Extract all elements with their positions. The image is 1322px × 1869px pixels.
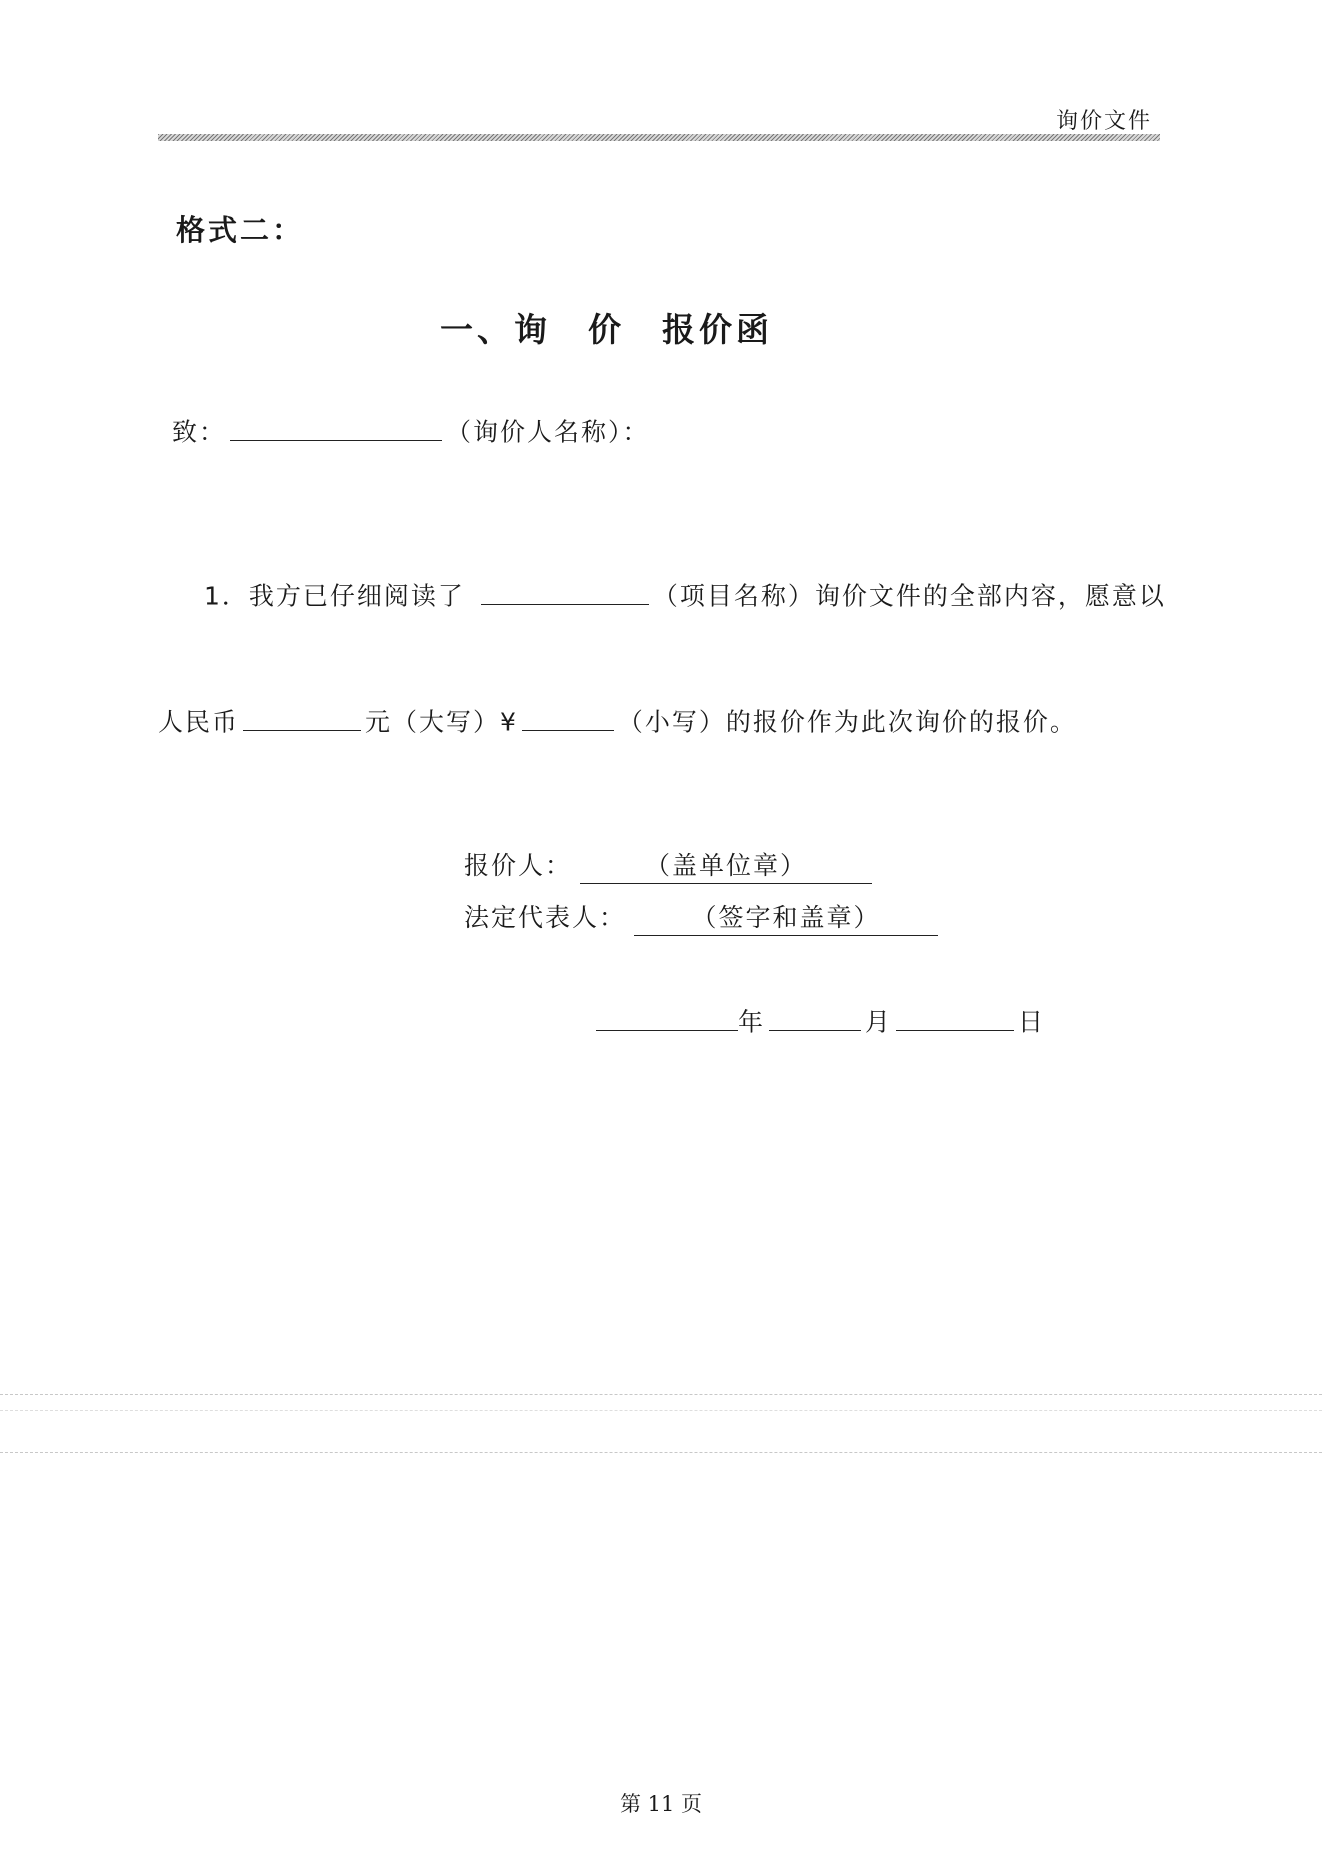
paragraph-2-unit: 元（大写）¥: [365, 707, 518, 737]
month-label: 月: [865, 1007, 893, 1037]
year-blank: [596, 1002, 738, 1031]
document-title: 一、询 价 报价函: [440, 310, 773, 349]
paragraph-1-note: （项目名称）询价文件的全部内容，愿意以: [652, 581, 1166, 611]
header-title: 询价文件: [1055, 109, 1152, 134]
bidder-line: [464, 846, 872, 884]
representative-line: [464, 898, 938, 936]
date-line: [596, 1002, 1045, 1039]
paragraph-2: [158, 702, 1077, 739]
scan-artifact-line: [0, 1452, 1322, 1453]
bidder-seal-field: [580, 846, 872, 884]
representative-label: 法定代表人：: [464, 903, 627, 932]
header-rule: [158, 134, 1160, 141]
representative-signature-text: （签字和盖章）: [691, 903, 881, 932]
paragraph-2-suffix: （小写）的报价作为此次询价的报价。: [617, 707, 1077, 737]
day-blank: [896, 1002, 1014, 1031]
paragraph-2-prefix: 人民币: [158, 707, 240, 737]
representative-signature-field: [634, 898, 938, 936]
paragraph-1-number: 1．: [204, 581, 249, 611]
month-blank: [769, 1002, 861, 1031]
addressee-blank: [230, 412, 442, 441]
addressee-note: （询价人名称）：: [446, 417, 650, 447]
format-label: 格式二：: [176, 213, 305, 247]
addressee-line: [172, 412, 650, 449]
bidder-seal-text: （盖单位章）: [645, 851, 808, 880]
year-label: 年: [738, 1007, 766, 1037]
page-number: 第 11 页: [619, 1792, 703, 1816]
paragraph-1-lead: 我方已仔细阅读了: [248, 581, 465, 611]
bidder-label: 报价人：: [464, 851, 573, 880]
addressee-prefix: 致：: [172, 417, 227, 447]
amount-uppercase-blank: [243, 702, 361, 731]
scan-artifact-line: [0, 1410, 1322, 1411]
amount-lowercase-blank: [522, 702, 614, 731]
scan-artifact-line: [0, 1394, 1322, 1395]
paragraph-1: [204, 576, 1166, 613]
day-label: 日: [1018, 1007, 1046, 1037]
project-name-blank: [481, 576, 649, 605]
